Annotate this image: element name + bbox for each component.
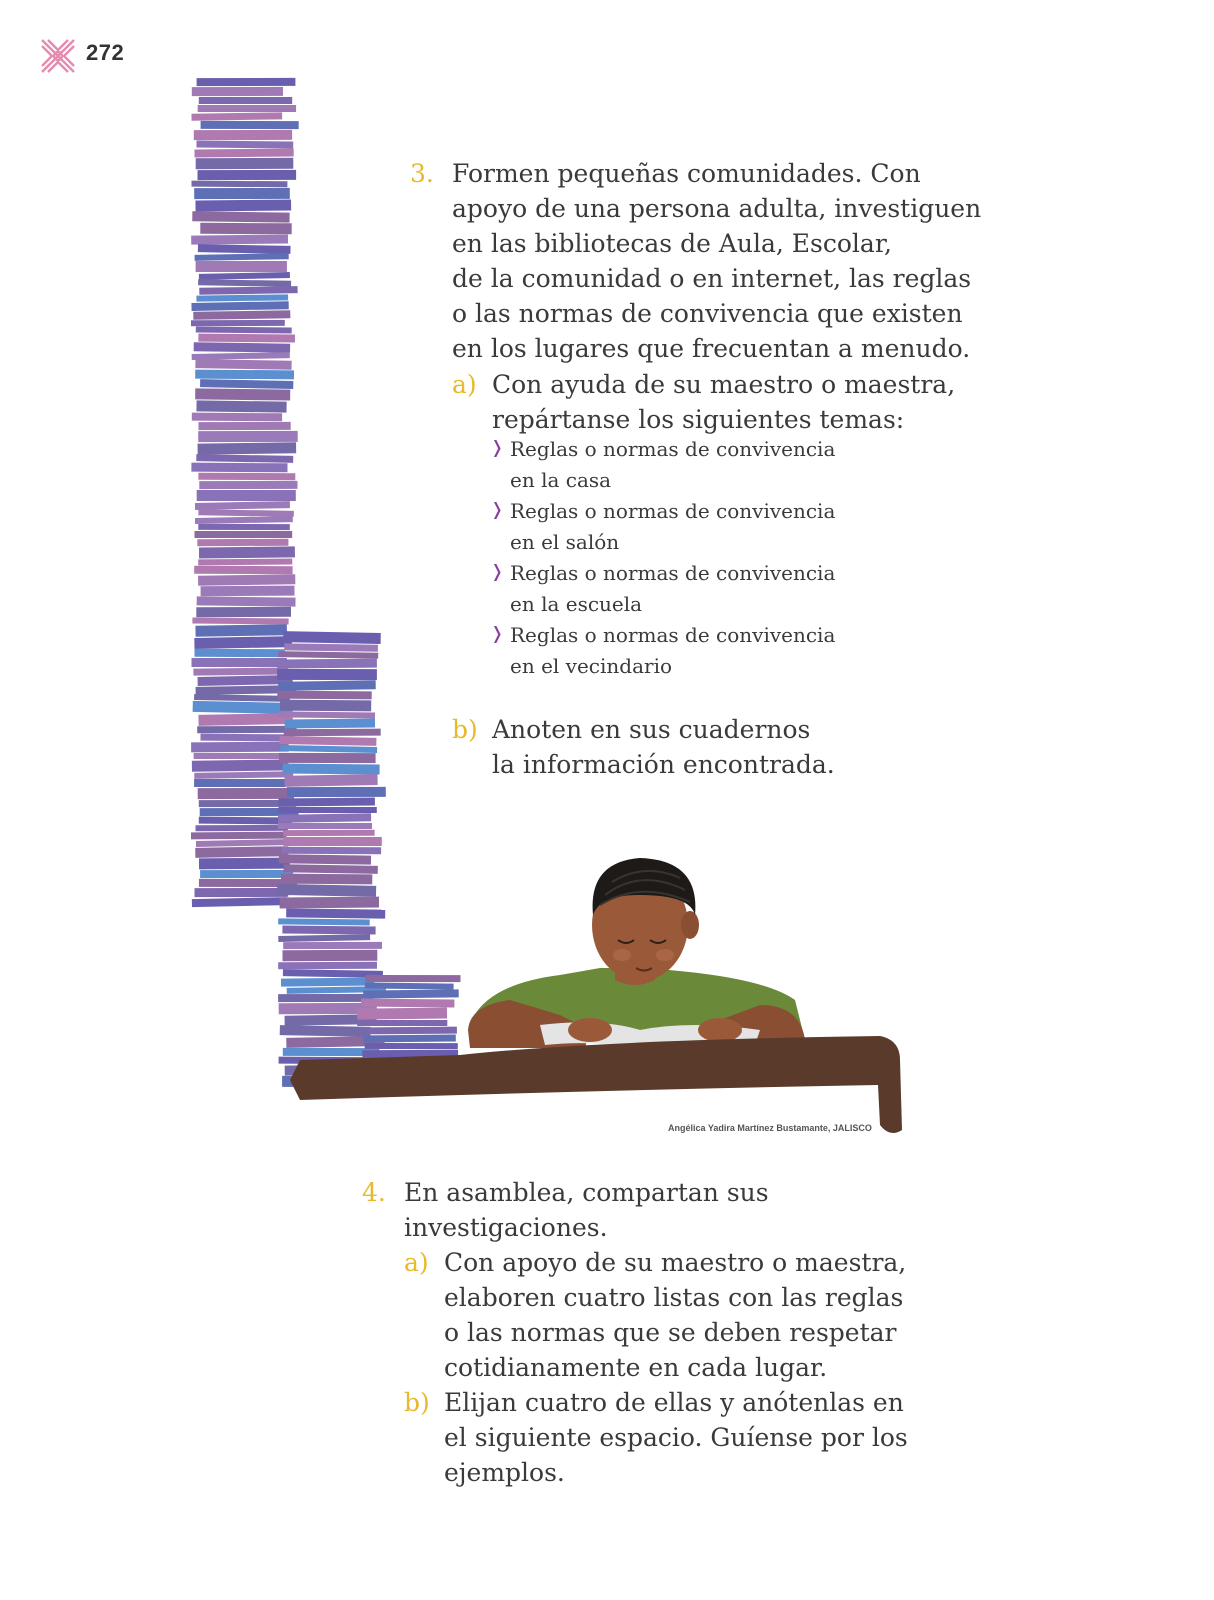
book xyxy=(193,701,293,714)
bullet-arrow-icon: ❭ xyxy=(490,624,505,644)
book xyxy=(278,918,370,925)
activity-4a-line: cotidianamente en cada lugar. xyxy=(444,1353,828,1382)
book xyxy=(191,112,282,120)
topic-line: en el vecindario xyxy=(510,654,673,678)
book xyxy=(191,742,289,753)
book xyxy=(197,539,288,546)
activity-4a-line: elaboren cuatro listas con las reglas xyxy=(444,1283,904,1312)
book-stack-tall xyxy=(191,78,299,907)
book xyxy=(195,846,288,858)
book xyxy=(194,694,290,702)
activity-4b-line: el siguiente espacio. Guíense por los xyxy=(444,1423,908,1452)
book xyxy=(194,753,289,759)
activity-4-line: investigaciones. xyxy=(404,1213,608,1242)
book xyxy=(277,659,377,669)
book xyxy=(278,807,376,813)
book xyxy=(194,531,292,538)
book xyxy=(278,823,372,829)
book xyxy=(278,651,378,659)
book xyxy=(198,334,295,343)
book xyxy=(198,431,298,442)
book xyxy=(287,787,386,797)
book xyxy=(277,884,376,897)
activity-4-line: En asamblea, compartan sus xyxy=(404,1178,769,1207)
activity-3-line: en los lugares que frecuentan a menudo. xyxy=(452,334,971,363)
book xyxy=(195,825,287,831)
topic-line: en la escuela xyxy=(510,592,643,616)
book xyxy=(198,509,293,517)
book xyxy=(199,272,290,280)
book xyxy=(195,388,290,400)
activity-3a-line: Con ayuda de su maestro o maestra, xyxy=(492,370,956,399)
book xyxy=(283,837,382,846)
book xyxy=(283,763,380,774)
activity-4a-line: Con apoyo de su maestro o maestra, xyxy=(444,1248,907,1277)
book xyxy=(366,1027,456,1035)
book xyxy=(363,1035,456,1043)
book xyxy=(284,729,381,737)
book xyxy=(357,1007,447,1019)
bullet-arrow-icon: ❭ xyxy=(490,438,505,458)
activity-4-number: 4. xyxy=(362,1178,386,1207)
book xyxy=(201,586,295,597)
book xyxy=(277,669,377,680)
book xyxy=(201,121,299,129)
book xyxy=(195,516,293,524)
activity-3-line: Formen pequeñas comunidades. Con xyxy=(452,159,921,188)
book xyxy=(191,301,288,311)
book xyxy=(198,559,292,566)
book xyxy=(197,78,296,86)
book xyxy=(192,759,289,771)
book xyxy=(278,934,370,942)
book xyxy=(191,181,287,188)
topic-line: Reglas o normas de convivencia xyxy=(510,561,836,585)
book xyxy=(194,888,288,897)
book xyxy=(191,658,286,667)
bullet-arrow-icon: ❭ xyxy=(490,562,505,582)
activity-3-line: apoyo de una persona adulta, investiguen xyxy=(452,194,982,223)
book xyxy=(279,736,376,746)
book xyxy=(198,524,290,530)
book xyxy=(192,897,287,907)
activity-3b-line: la información encontrada. xyxy=(492,750,835,779)
book xyxy=(278,680,376,691)
book xyxy=(195,199,291,211)
book xyxy=(199,286,297,295)
book xyxy=(279,753,376,763)
activity-4b-line: ejemplos. xyxy=(444,1458,565,1487)
book xyxy=(196,839,292,847)
book xyxy=(198,422,290,430)
book xyxy=(199,858,290,870)
book xyxy=(191,234,288,244)
book xyxy=(193,310,290,319)
book xyxy=(198,788,294,799)
book xyxy=(194,649,284,657)
book xyxy=(195,501,290,510)
book xyxy=(283,942,382,949)
topic-line: Reglas o normas de convivencia xyxy=(510,437,836,461)
activity-4b-line: Elijan cuatro de ellas y anótenlas en xyxy=(444,1388,904,1417)
book xyxy=(284,864,378,874)
book xyxy=(357,1020,447,1026)
book xyxy=(281,874,372,885)
book xyxy=(194,130,292,140)
book xyxy=(277,691,371,700)
book xyxy=(282,950,377,962)
book xyxy=(193,667,288,675)
book xyxy=(191,832,287,840)
book xyxy=(198,279,291,286)
activity-3-line: de la comunidad o en internet, las reglas xyxy=(452,264,972,293)
book xyxy=(195,370,294,380)
book xyxy=(278,798,374,807)
topic-line: Reglas o normas de convivencia xyxy=(510,623,836,647)
illustration-credit: Angélica Yadira Martínez Bustamante, JALISCO xyxy=(668,1123,872,1133)
book xyxy=(196,607,291,617)
book xyxy=(365,1043,458,1049)
book xyxy=(195,359,291,370)
book xyxy=(282,926,375,935)
book xyxy=(283,830,375,836)
book xyxy=(197,726,296,734)
activity-3b-line: Anoten en sus cuadernos xyxy=(492,715,811,744)
book xyxy=(286,908,385,918)
book xyxy=(198,244,291,254)
book xyxy=(192,87,283,96)
book xyxy=(194,188,290,199)
book xyxy=(199,481,297,489)
book xyxy=(197,170,296,180)
activity-3-line: o las normas de convivencia que existen xyxy=(452,299,963,328)
book xyxy=(196,158,294,169)
activity-4a-line: o las normas que se deben respetar xyxy=(444,1318,897,1347)
activity-4a-letter: a) xyxy=(404,1248,429,1277)
bullet-arrow-icon: ❭ xyxy=(490,500,505,520)
book xyxy=(192,413,282,422)
book xyxy=(200,379,293,389)
activity-3b-letter: b) xyxy=(452,715,478,744)
book xyxy=(279,854,371,864)
book xyxy=(280,745,377,753)
topic-line: en la casa xyxy=(510,468,612,492)
activity-3a-line: repártanse los siguientes temas: xyxy=(492,405,905,434)
book xyxy=(284,643,378,651)
book xyxy=(192,211,289,222)
book xyxy=(195,253,289,261)
book xyxy=(365,982,454,989)
book xyxy=(195,624,287,637)
boy-reading-figure xyxy=(468,858,805,1048)
book xyxy=(361,999,454,1008)
book xyxy=(191,463,287,473)
book xyxy=(282,847,381,855)
book xyxy=(198,442,297,454)
book xyxy=(194,566,292,574)
book xyxy=(278,711,375,718)
book xyxy=(280,897,379,909)
book xyxy=(198,105,296,112)
book xyxy=(192,617,288,624)
activity-3-line: en las bibliotecas de Aula, Escolar, xyxy=(452,229,892,258)
book xyxy=(278,962,377,969)
book xyxy=(283,631,381,644)
book xyxy=(191,320,285,326)
book xyxy=(196,454,293,463)
book xyxy=(196,261,287,272)
topic-line: Reglas o normas de convivencia xyxy=(510,499,836,523)
book xyxy=(198,574,295,585)
book xyxy=(280,700,371,712)
book xyxy=(192,352,290,360)
book xyxy=(197,490,296,501)
book xyxy=(196,140,293,148)
activity-3-number: 3. xyxy=(410,159,434,188)
book xyxy=(194,148,293,157)
book xyxy=(285,718,375,728)
topic-line: en el salón xyxy=(510,530,620,554)
book xyxy=(365,975,460,982)
page-number: 272 xyxy=(86,40,125,65)
book xyxy=(194,636,292,649)
book xyxy=(278,994,372,1002)
book xyxy=(200,223,291,235)
activity-4b-letter: b) xyxy=(404,1388,430,1417)
book xyxy=(200,870,293,878)
book xyxy=(194,779,286,787)
book xyxy=(194,771,293,779)
book xyxy=(363,989,459,998)
book xyxy=(284,774,377,787)
book xyxy=(196,326,292,333)
book xyxy=(199,97,292,104)
book xyxy=(199,546,295,558)
activity-3a-letter: a) xyxy=(452,370,477,399)
book xyxy=(196,400,286,412)
book xyxy=(198,473,295,480)
book xyxy=(280,1025,371,1037)
book xyxy=(281,977,374,986)
book xyxy=(196,294,288,301)
book xyxy=(197,596,296,606)
book xyxy=(278,813,371,823)
book xyxy=(194,342,291,353)
